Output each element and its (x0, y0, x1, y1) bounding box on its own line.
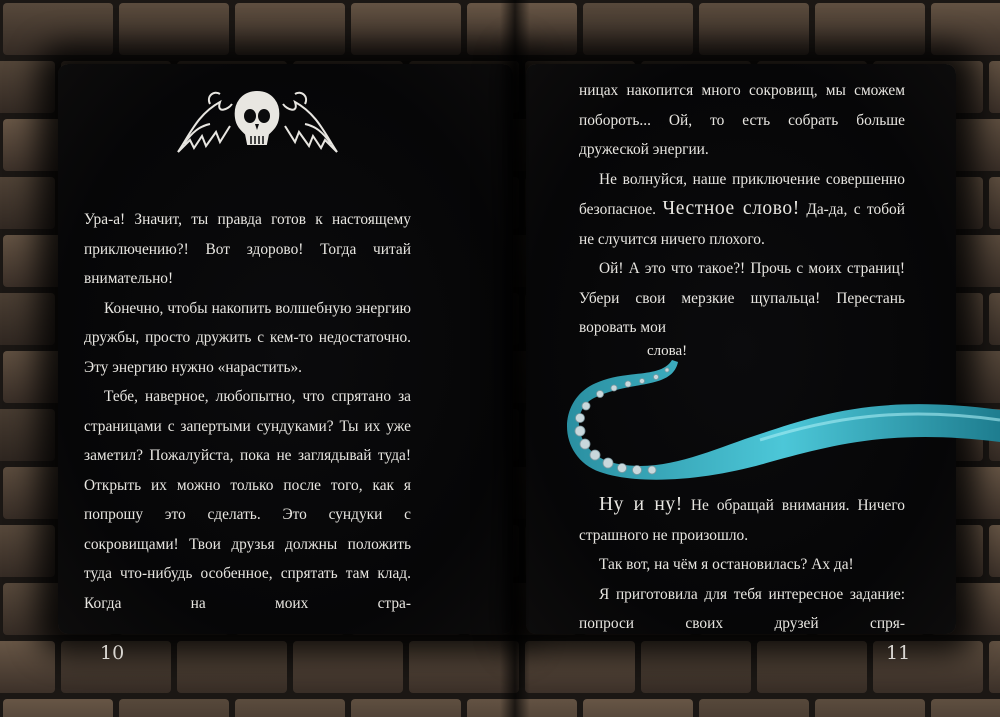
right-page-text-top (579, 76, 905, 343)
page-number-left: 10 (100, 642, 125, 664)
text-span: Не обращай внимания. Ничего страшного не произошло. (579, 497, 905, 544)
brick (0, 61, 55, 113)
brick (0, 525, 55, 577)
emphasis-text: Честное слово! (662, 198, 800, 219)
brick (989, 293, 1000, 345)
brick (3, 3, 113, 55)
brick (989, 641, 1000, 693)
page-number-right: 11 (886, 642, 911, 664)
brick (989, 177, 1000, 229)
brick (931, 3, 1000, 55)
paragraph (579, 490, 905, 550)
paragraph: Так вот, на чём я остановилась? Ах да! (599, 556, 854, 573)
left-page-text (84, 205, 411, 618)
brick (3, 699, 113, 717)
brick (119, 699, 229, 717)
brick (931, 699, 1000, 717)
brick (293, 641, 403, 693)
brick (699, 699, 809, 717)
paragraph: Ура-а! Значит, ты правда готов к настоящему приключению?! Вот здорово! Тогда читай внимательно! (84, 211, 411, 287)
brick (235, 699, 345, 717)
brick (0, 177, 55, 229)
tentacle-illustration (560, 350, 1000, 490)
paragraph: Ой! А это что такое?! Прочь с моих страниц! Убери свои мерзкие щупальца! Перестань воровать мои (579, 260, 905, 336)
brick (815, 699, 925, 717)
brick (235, 3, 345, 55)
brick (815, 3, 925, 55)
brick (525, 641, 635, 693)
brick (0, 409, 55, 461)
brick (583, 699, 693, 717)
brick (641, 641, 751, 693)
brick (699, 3, 809, 55)
brick (989, 61, 1000, 113)
brick (119, 3, 229, 55)
text-span: Да-да, с тобой не случится ничего плохого. (579, 201, 905, 248)
winged-skull-emblem (170, 74, 345, 164)
book-gutter (500, 0, 530, 717)
brick (757, 641, 867, 693)
right-page-text-bottom (579, 490, 905, 639)
paragraph: Конечно, чтобы накопить волшебную энергию дружбы, просто дружить с кем-то недостаточно. Эту энергию нужно «нарастить». (84, 299, 411, 376)
brick (351, 3, 461, 55)
emphasis-text: Ну и ну! (599, 494, 683, 515)
paragraph: ницах накопится много сокровищ, мы сможем побороть... Ой, то есть собрать больше дружеской энергии. (579, 82, 905, 158)
paragraph: Тебе, наверное, любопытно, что спрятано за страницами с запертыми сундуками? Ты их уже заметил? Пожалуйста, пока не заглядывай туда! Открыть их можно только после того, как я попрошу это сделать. Это сундуки с сокровищами! Твои друзья должны положить туда что-нибудь особенное, спрятать там клад. Когда на моих стра- (84, 388, 411, 612)
brick (177, 641, 287, 693)
text-span: Не волнуйся, наше приключение совершенно безопасное. (579, 170, 905, 218)
brick (0, 293, 55, 345)
paragraph (579, 165, 905, 255)
brick (583, 3, 693, 55)
brick (351, 699, 461, 717)
brick (0, 641, 55, 693)
brick (989, 525, 1000, 577)
tentacle-word: слова! (647, 343, 688, 359)
paragraph: Я приготовила для тебя интересное задание: попроси своих друзей спря- (579, 585, 905, 632)
